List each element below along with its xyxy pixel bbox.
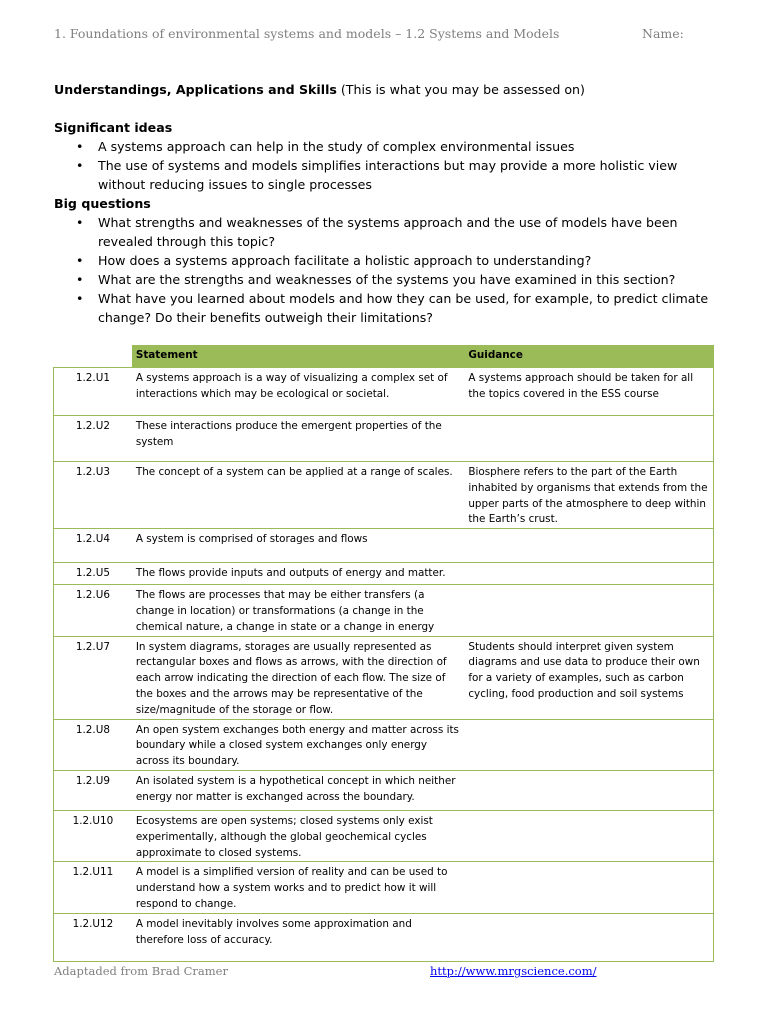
row-statement: The concept of a system can be applied at a range of scales. — [132, 462, 465, 529]
table-row — [54, 636, 714, 719]
table-row — [54, 368, 714, 416]
list-item: • What strengths and weaknesses of the systems approach and the use of models have been revealed through this topic? — [54, 213, 724, 251]
table-row — [54, 462, 714, 529]
significant-ideas-heading: Significant ideas — [54, 120, 173, 135]
row-statement: The flows are processes that may be either transfers (a change in location) or transformations (a change in the chemical nature, a change in state or a change in energy — [132, 585, 465, 636]
name-label: Name: — [642, 26, 684, 41]
row-guidance — [464, 862, 713, 913]
table-row — [54, 862, 714, 913]
row-statement: A systems approach is a way of visualizing a complex set of interactions which may be ecological or societal. — [132, 368, 465, 416]
list-item: • What have you learned about models and how they can be used, for example, to predict climate change? Do their benefits outweigh their limitations? — [54, 289, 724, 327]
page-footer — [54, 964, 714, 978]
row-code: 1.2.U3 — [54, 462, 132, 529]
list-item: • The use of systems and models simplifies interactions but may provide a more holistic view without reducing issues to single processes — [54, 156, 724, 194]
row-code: 1.2.U12 — [54, 913, 132, 961]
header-statement: Statement — [132, 345, 465, 368]
row-guidance: Biosphere refers to the part of the Earth inhabited by organisms that extends from the upper parts of the atmosphere to deep within the Earth’s crust. — [464, 462, 713, 529]
row-guidance — [464, 563, 713, 585]
footer-credit: Adaptaded from Brad Cramer — [54, 964, 228, 978]
row-statement: A model inevitably involves some approximation and therefore loss of accuracy. — [132, 913, 465, 961]
header-guidance: Guidance — [464, 345, 713, 368]
significant-ideas-section — [54, 118, 724, 327]
row-code: 1.2.U5 — [54, 563, 132, 585]
row-statement: The flows provide inputs and outputs of energy and matter. — [132, 563, 465, 585]
table-row — [54, 913, 714, 961]
row-statement: An isolated system is a hypothetical concept in which neither energy nor matter is exchanged across the boundary. — [132, 770, 465, 810]
page-header — [54, 26, 714, 41]
row-guidance: A systems approach should be taken for all the topics covered in the ESS course — [464, 368, 713, 416]
big-questions-list — [54, 213, 724, 327]
intro-heading — [54, 80, 724, 99]
row-code: 1.2.U8 — [54, 719, 132, 770]
row-guidance — [464, 416, 713, 462]
header-code-cell — [54, 345, 132, 368]
understandings-table — [53, 345, 714, 962]
list-item: • A systems approach can help in the study of complex environmental issues — [54, 137, 724, 156]
table-row — [54, 810, 714, 861]
row-code: 1.2.U11 — [54, 862, 132, 913]
row-guidance: Students should interpret given system diagrams and use data to produce their own for a variety of examples, such as carbon cycling, food production and soil systems — [464, 636, 713, 719]
table-header-row — [54, 345, 714, 368]
footer-link[interactable]: http://www.mrgscience.com/ — [430, 964, 597, 978]
row-guidance — [464, 719, 713, 770]
table-row — [54, 563, 714, 585]
document-title: 1. Foundations of environmental systems and models – 1.2 Systems and Models — [54, 26, 560, 41]
table-row — [54, 529, 714, 563]
table-row — [54, 770, 714, 810]
row-code: 1.2.U4 — [54, 529, 132, 563]
row-guidance — [464, 770, 713, 810]
row-statement: A model is a simplified version of reality and can be used to understand how a system works and to predict how it will respond to change. — [132, 862, 465, 913]
row-statement: Ecosystems are open systems; closed systems only exist experimentally, although the global geochemical cycles approximate to closed systems. — [132, 810, 465, 861]
big-questions-heading: Big questions — [54, 196, 151, 211]
row-statement: In system diagrams, storages are usually represented as rectangular boxes and flows as arrows, with the direction of each arrow indicating the direction of each flow. The size of the boxes and the arrows may be representative of the size/magnitude of the storage or flow. — [132, 636, 465, 719]
list-item: • What are the strengths and weaknesses of the systems you have examined in this section? — [54, 270, 724, 289]
intro-heading-bold: Understandings, Applications and Skills — [54, 82, 337, 97]
row-statement: These interactions produce the emergent properties of the system — [132, 416, 465, 462]
table-row — [54, 416, 714, 462]
table-row — [54, 585, 714, 636]
row-guidance — [464, 585, 713, 636]
table-body — [54, 368, 714, 962]
row-code: 1.2.U6 — [54, 585, 132, 636]
row-code: 1.2.U1 — [54, 368, 132, 416]
row-guidance — [464, 529, 713, 563]
row-code: 1.2.U7 — [54, 636, 132, 719]
intro-heading-note: (This is what you may be assessed on) — [336, 82, 585, 97]
row-guidance — [464, 913, 713, 961]
significant-ideas-list — [54, 137, 724, 194]
row-statement: A system is comprised of storages and flows — [132, 529, 465, 563]
list-item: • How does a systems approach facilitate a holistic approach to understanding? — [54, 251, 724, 270]
row-statement: An open system exchanges both energy and matter across its boundary while a closed system exchanges only energy across its boundary. — [132, 719, 465, 770]
row-code: 1.2.U10 — [54, 810, 132, 861]
table-row — [54, 719, 714, 770]
row-code: 1.2.U9 — [54, 770, 132, 810]
row-code: 1.2.U2 — [54, 416, 132, 462]
row-guidance — [464, 810, 713, 861]
